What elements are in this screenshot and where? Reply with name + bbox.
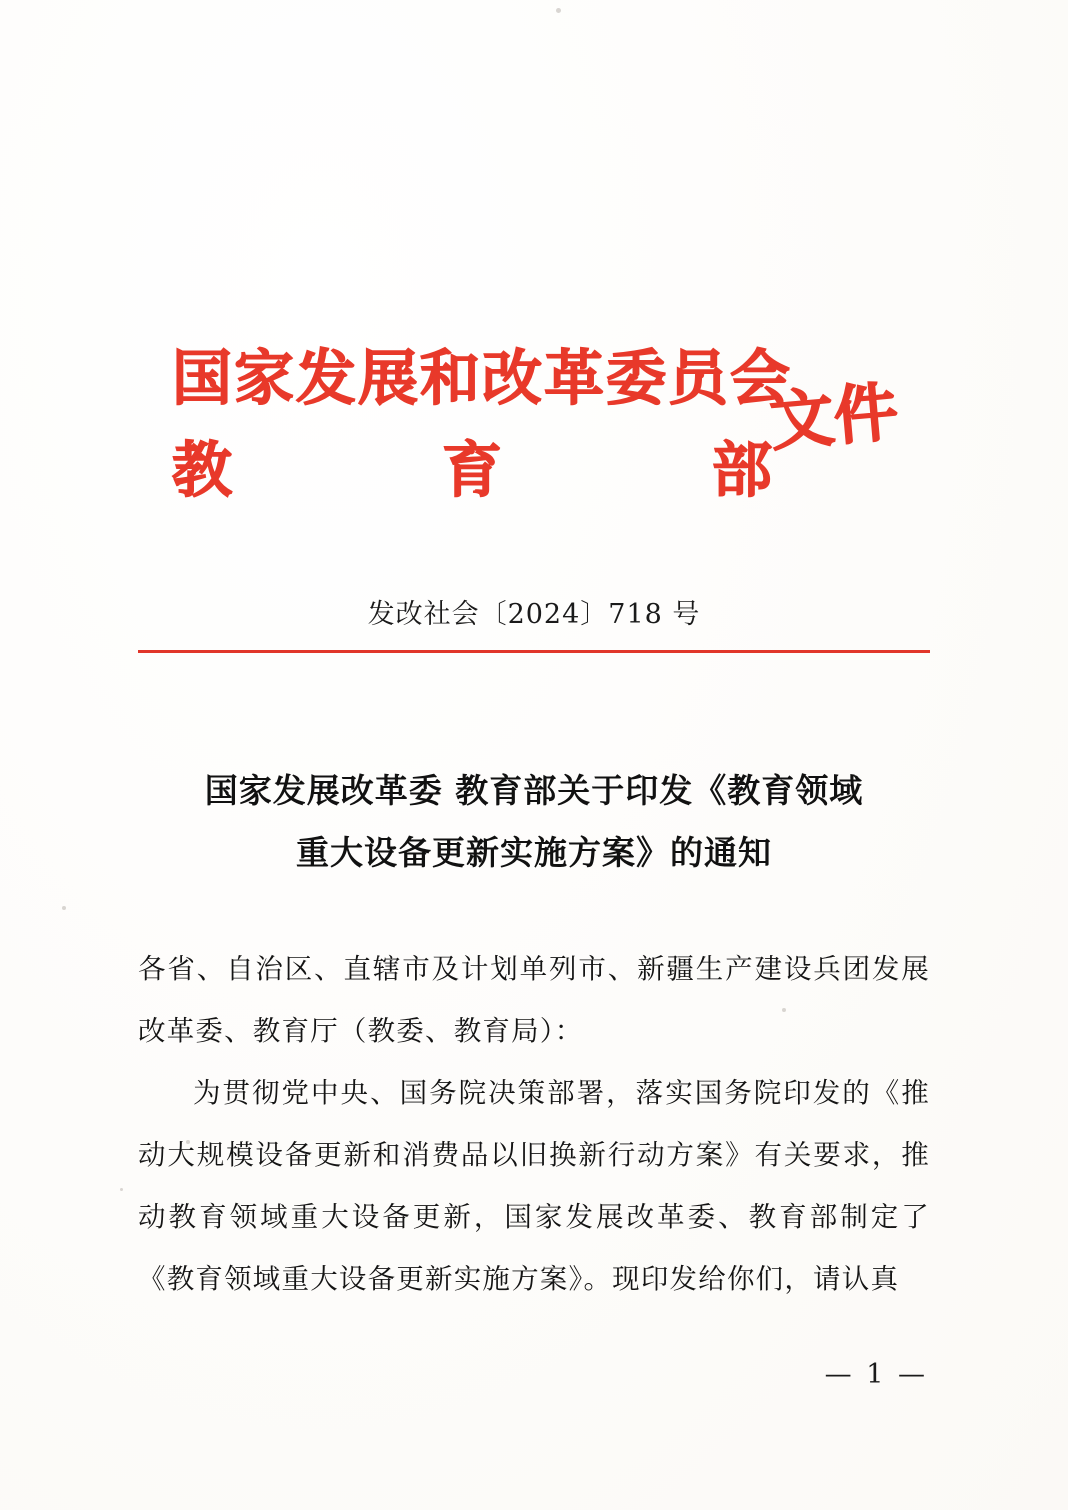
masthead-agency-line-1: 国家发展和改革委员会 xyxy=(172,344,792,414)
document-number: 发改社会〔2024〕718 号 xyxy=(367,599,701,630)
scan-speck xyxy=(556,8,561,13)
page-title-line-1: 国家发展改革委 教育部关于印发《教育领域 xyxy=(204,771,864,810)
page-number: — 1 — xyxy=(824,1359,928,1390)
red-separator-rule xyxy=(138,650,930,653)
scan-speck xyxy=(120,1188,123,1191)
masthead-agency-line-2 xyxy=(172,437,772,505)
scan-speck xyxy=(62,906,66,910)
masthead xyxy=(0,345,1068,545)
masthead-agency-line-2-char-3: 部 xyxy=(712,436,772,506)
body-paragraph-1: 为贯彻党中央、国务院决策部署，落实国务院印发的《推动大规模设备更新和消费品以旧换新行动方案》有关要求，推动教育领域重大设备更新，国家发展改革委、教育部制定了《教育领域重大设备更新实施方案》。现印发给你们，请认真 xyxy=(138,1077,930,1295)
masthead-agency-line-2-char-1: 教 xyxy=(172,436,232,506)
masthead-document-word: 文件 xyxy=(766,374,901,461)
document-body xyxy=(138,938,930,1310)
page-title-line-2: 重大设备更新实施方案》的通知 xyxy=(296,833,772,872)
body-paragraph-addressee: 各省、自治区、直辖市及计划单列市、新疆生产建设兵团发展改革委、教育厅（教委、教育局）： xyxy=(138,953,930,1047)
masthead-agency-line-2-char-2: 育 xyxy=(442,436,502,506)
page-title xyxy=(150,760,918,884)
